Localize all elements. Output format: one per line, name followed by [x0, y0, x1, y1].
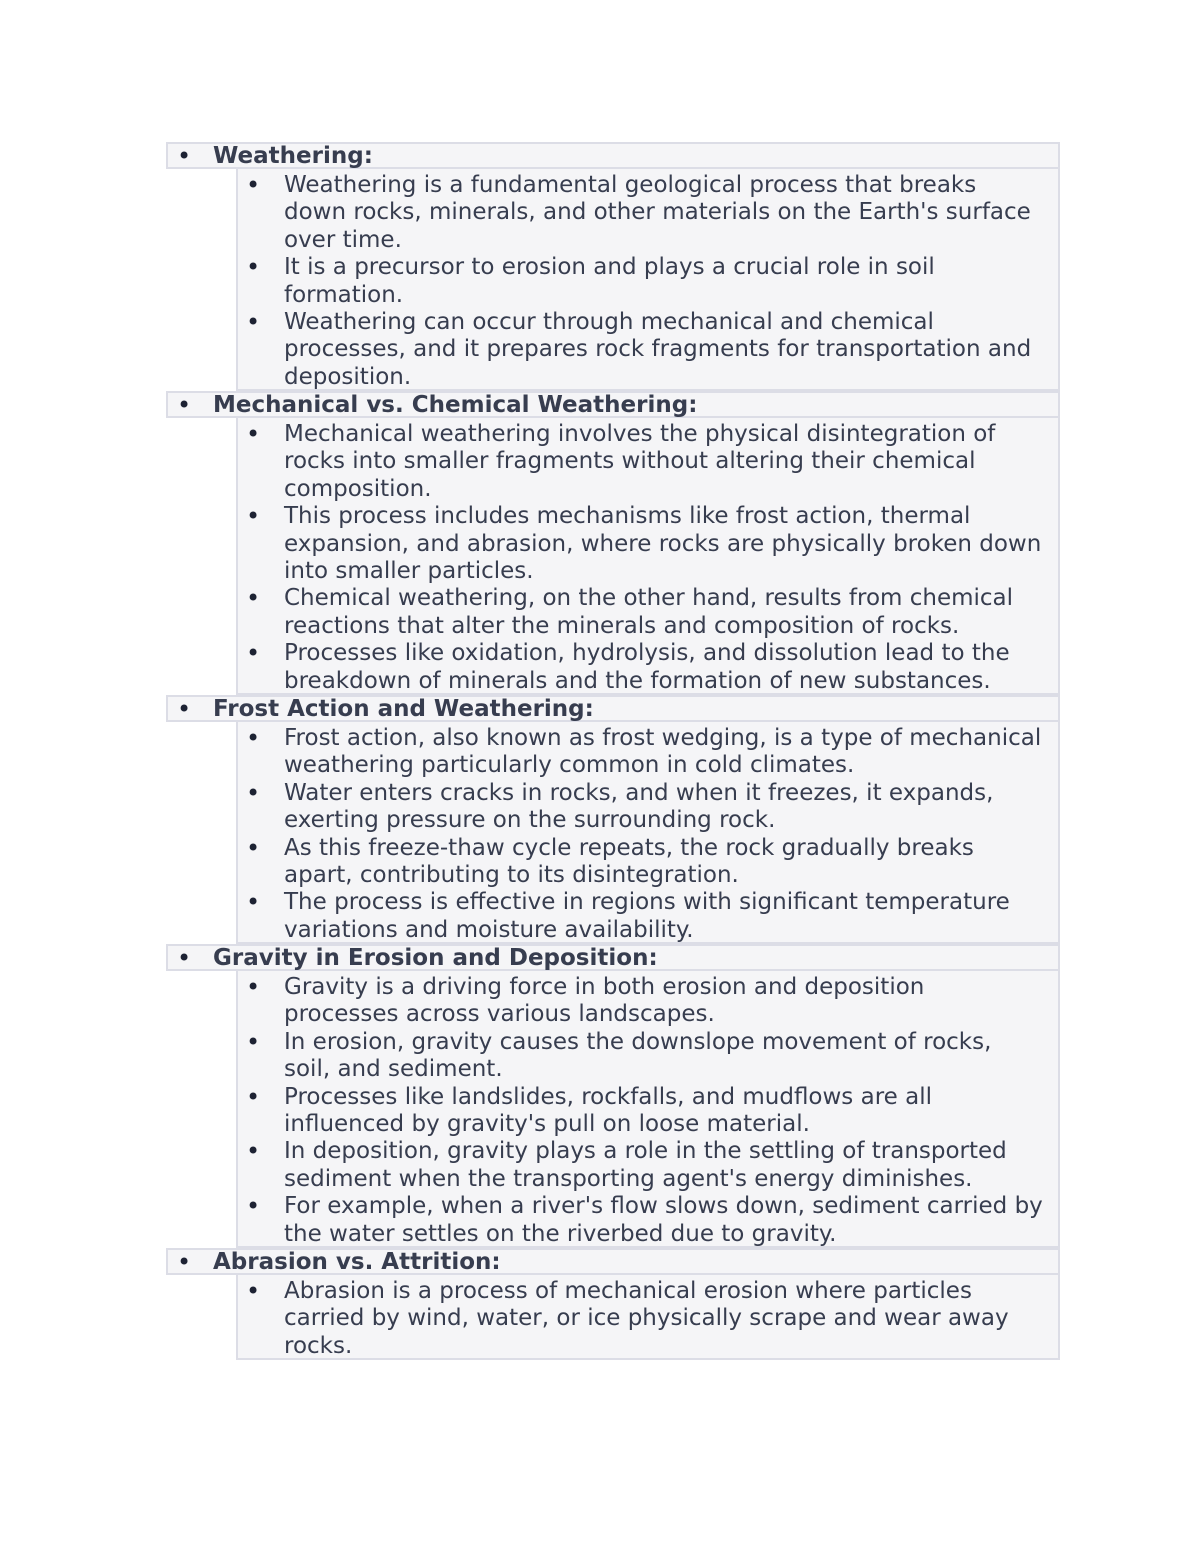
text-line: sediment when the transporting agent's energy diminishes. — [284, 1165, 973, 1192]
text-line: Mechanical weathering involves the physical disintegration of — [284, 421, 996, 447]
bullet-icon: • — [246, 639, 261, 668]
list-item-text — [284, 172, 1068, 254]
text-line: down rocks, minerals, and other materials on the Earth's surface — [284, 199, 1031, 226]
bullet-icon: • — [177, 391, 192, 419]
heading-row-extension — [708, 391, 1060, 418]
section-body — [236, 1275, 1060, 1360]
text-line: exerting pressure on the surrounding rock. — [284, 807, 776, 834]
text-line: This process includes mechanisms like frost action, thermal — [284, 503, 971, 530]
bullet-icon: • — [246, 778, 261, 807]
text-line: Abrasion is a process of mechanical erosion where particles — [284, 1278, 972, 1304]
text-line: weathering particularly common in cold climates. — [284, 752, 855, 779]
section-heading-row — [166, 142, 378, 169]
text-line: Water enters cracks in rocks, and when it freezes, it expands, — [284, 779, 994, 806]
text-line: composition. — [284, 475, 432, 502]
section-body — [236, 722, 1060, 944]
bullet-icon: • — [246, 1277, 261, 1305]
text-line: variations and moisture availability. — [284, 916, 694, 943]
text-line: Processes like oxidation, hydrolysis, and dissolution lead to the — [284, 640, 1010, 667]
bullet-icon: • — [177, 1248, 192, 1276]
section-heading: Gravity in Erosion and Deposition: — [213, 945, 658, 971]
list-item-text — [284, 503, 1068, 585]
list-item-text — [284, 1029, 1068, 1084]
text-line: Weathering is a fundamental geological process that breaks — [284, 172, 977, 198]
list-item-text — [284, 585, 1068, 640]
list-item-text — [284, 835, 1068, 890]
text-line: Weathering can occur through mechanical and chemical — [284, 309, 934, 335]
section-heading-row — [166, 944, 669, 971]
text-line: soil, and sediment. — [284, 1056, 503, 1083]
text-line: Chemical weathering, on the other hand, results from chemical — [284, 585, 1014, 612]
text-line: As this freeze-thaw cycle repeats, the rock gradually breaks — [284, 834, 974, 861]
section-heading-row — [166, 391, 710, 418]
list-item-text — [284, 725, 1068, 780]
bullet-icon: • — [246, 888, 261, 917]
list-item-text — [284, 421, 1068, 503]
list-item-text — [284, 974, 1068, 1029]
section-body — [236, 971, 1060, 1248]
heading-row-extension — [602, 695, 1060, 722]
section-heading-row — [166, 695, 604, 722]
bullet-icon: • — [177, 142, 192, 170]
section-heading: Mechanical vs. Chemical Weathering: — [213, 392, 698, 418]
text-line: Gravity is a driving force in both erosion and deposition — [284, 974, 925, 1000]
text-line: processes across various landscapes. — [284, 1001, 715, 1028]
section-heading: Frost Action and Weathering: — [213, 696, 594, 722]
heading-row-extension — [376, 142, 1060, 169]
text-line: apart, contributing to its disintegration. — [284, 862, 739, 888]
list-item-text — [284, 254, 1068, 309]
text-line: over time. — [284, 226, 402, 253]
text-line: It is a precursor to erosion and plays a crucial role in soil — [284, 254, 935, 281]
bullet-icon: • — [177, 695, 192, 723]
list-item-text — [284, 1084, 1068, 1139]
heading-row-extension — [504, 1248, 1060, 1275]
text-line: influenced by gravity's pull on loose material. — [284, 1111, 810, 1137]
text-line: breakdown of minerals and the formation of new substances. — [284, 667, 991, 694]
text-line: processes, and it prepares rock fragments for transportation and — [284, 336, 1032, 363]
bullet-icon: • — [246, 253, 261, 282]
text-line: reactions that alter the minerals and composition of rocks. — [284, 612, 960, 639]
text-line: In deposition, gravity plays a role in the settling of transported — [284, 1138, 1007, 1165]
bullet-icon: • — [246, 1027, 261, 1056]
text-line: carried by wind, water, or ice physically scrape and wear away — [284, 1305, 1009, 1332]
text-line: into smaller particles. — [284, 558, 534, 584]
text-line: In erosion, gravity causes the downslope movement of rocks, — [284, 1028, 992, 1055]
bullet-icon: • — [246, 502, 261, 531]
list-item-text — [284, 780, 1068, 835]
bullet-icon: • — [246, 308, 261, 336]
bullet-icon: • — [246, 171, 261, 199]
bullet-icon: • — [246, 724, 261, 752]
list-item-text — [284, 1278, 1068, 1360]
text-line: rocks. — [284, 1332, 353, 1359]
section-heading-row — [166, 1248, 506, 1275]
list-item-text — [284, 309, 1068, 391]
text-line: Frost action, also known as frost wedging, is a type of mechanical — [284, 725, 1042, 751]
section-body — [236, 418, 1060, 695]
text-line: For example, when a river's flow slows down, sediment carried by — [284, 1193, 1043, 1220]
list-item-text — [284, 889, 1068, 944]
list-item-text — [284, 640, 1068, 695]
bullet-icon: • — [246, 584, 261, 613]
list-item-text — [284, 1193, 1068, 1248]
bullet-icon: • — [246, 1082, 261, 1111]
bullet-icon: • — [177, 944, 192, 972]
text-line: expansion, and abrasion, where rocks are physically broken down — [284, 530, 1042, 557]
bullet-icon: • — [246, 833, 261, 862]
section-body — [236, 169, 1060, 391]
list-item-text — [284, 1138, 1068, 1193]
section-heading: Abrasion vs. Attrition: — [213, 1249, 501, 1275]
text-line: the water settles on the riverbed due to gravity. — [284, 1220, 837, 1247]
bullet-icon: • — [246, 1192, 261, 1221]
text-line: The process is effective in regions with significant temperature — [284, 889, 1010, 916]
bullet-icon: • — [246, 973, 261, 1001]
section-heading: Weathering: — [213, 143, 373, 169]
text-line: formation. — [284, 281, 404, 308]
text-line: deposition. — [284, 363, 412, 390]
heading-row-extension — [667, 944, 1060, 971]
text-line: rocks into smaller fragments without altering their chemical — [284, 448, 976, 475]
text-line: Processes like landslides, rockfalls, and mudflows are all — [284, 1083, 932, 1110]
bullet-icon: • — [246, 1137, 261, 1166]
bullet-icon: • — [246, 420, 261, 448]
